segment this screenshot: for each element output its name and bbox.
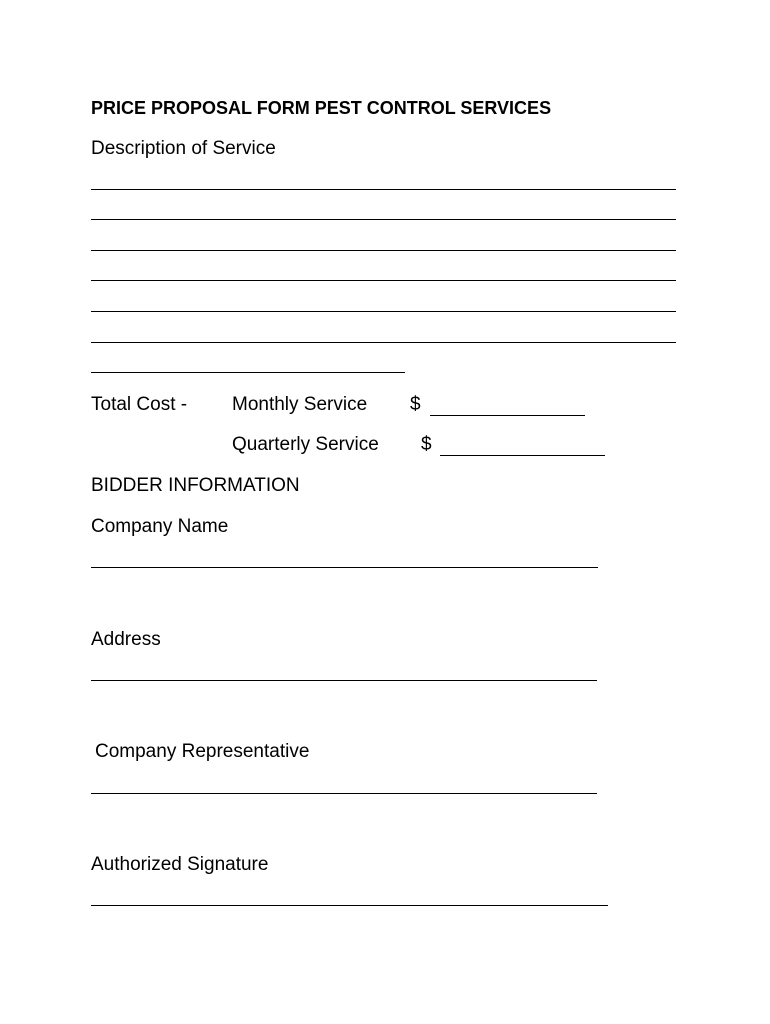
authorized-signature-field[interactable] xyxy=(91,905,608,906)
description-line-1[interactable] xyxy=(91,189,676,190)
address-label: Address xyxy=(91,629,161,650)
authorized-signature-label: Authorized Signature xyxy=(91,854,269,875)
company-name-label: Company Name xyxy=(91,516,229,537)
monthly-service-label: Monthly Service xyxy=(232,394,368,415)
description-line-6[interactable] xyxy=(91,342,676,343)
quarterly-cost-field[interactable] xyxy=(440,455,605,456)
company-name-field[interactable] xyxy=(91,567,598,568)
bidder-information-heading: BIDDER INFORMATION xyxy=(91,475,300,496)
description-line-7[interactable] xyxy=(91,372,405,373)
monthly-dollar-sign: $ xyxy=(410,394,421,415)
company-representative-label: Company Representative xyxy=(95,741,310,762)
quarterly-service-label: Quarterly Service xyxy=(232,434,379,455)
description-line-4[interactable] xyxy=(91,280,676,281)
description-label: Description of Service xyxy=(91,138,276,159)
address-field[interactable] xyxy=(91,680,597,681)
description-line-5[interactable] xyxy=(91,311,676,312)
total-cost-label: Total Cost - xyxy=(91,394,188,415)
description-line-3[interactable] xyxy=(91,250,676,251)
form-title: PRICE PROPOSAL FORM PEST CONTROL SERVICES xyxy=(91,98,552,118)
description-line-2[interactable] xyxy=(91,219,676,220)
monthly-cost-field[interactable] xyxy=(430,415,585,416)
company-representative-field[interactable] xyxy=(91,793,597,794)
quarterly-dollar-sign: $ xyxy=(421,434,432,455)
